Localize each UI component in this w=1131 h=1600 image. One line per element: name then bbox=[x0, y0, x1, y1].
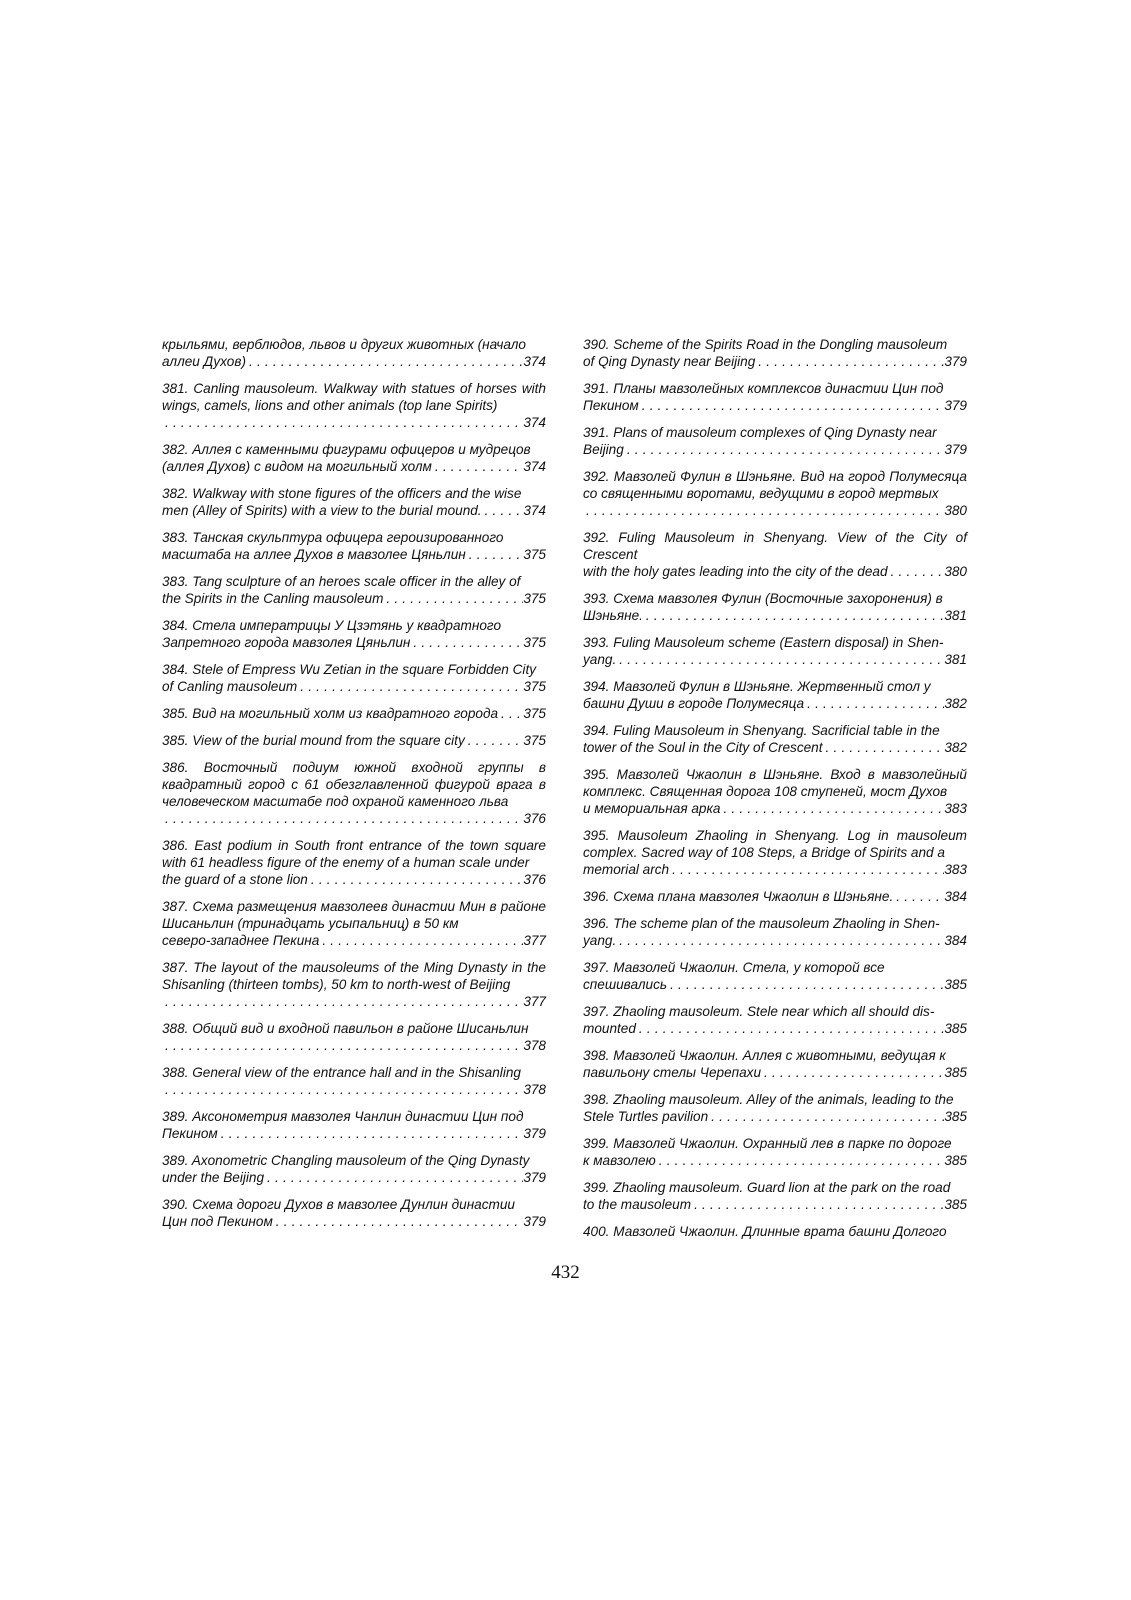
entry-page-number: 374 bbox=[523, 459, 546, 474]
entry-caption: 398. Мавзолей Чжаолин. Аллея с животными, ведущая к bbox=[583, 1048, 946, 1063]
toc-entry bbox=[583, 678, 967, 712]
entry-caption-end: of Canling mausoleum bbox=[162, 679, 298, 694]
entry-leader-line bbox=[583, 502, 967, 519]
entry-page-number: 385 bbox=[944, 977, 967, 992]
dot-leader bbox=[669, 861, 944, 878]
entry-page-number: 379 bbox=[523, 1214, 546, 1229]
dot-leader bbox=[720, 800, 944, 817]
entry-caption-end: with the holy gates leading into the city of the dead bbox=[583, 564, 888, 579]
entry-leader-line bbox=[162, 590, 546, 607]
entry-caption: 392. Fuling Mausoleum in Shenyang. View of the City of Crescent bbox=[583, 530, 967, 562]
entry-caption: 398. Zhaoling mausoleum. Alley of the animals, leading to the bbox=[583, 1092, 954, 1107]
dot-leader bbox=[297, 678, 523, 695]
entry-leader-line bbox=[583, 739, 967, 756]
dot-leader bbox=[616, 932, 944, 949]
toc-entry bbox=[583, 1179, 967, 1213]
dot-leader bbox=[667, 976, 944, 993]
entry-page-number: 375 bbox=[523, 547, 546, 562]
toc-entry bbox=[162, 732, 546, 749]
entry-page-number: 385 bbox=[944, 1153, 967, 1168]
dot-leader bbox=[319, 932, 523, 949]
toc-entry bbox=[162, 1064, 546, 1098]
page-number: 432 bbox=[551, 1262, 580, 1283]
entry-page-number: 374 bbox=[523, 415, 546, 430]
entry-caption-end: (аллея Духов) с видом на могильный холм bbox=[162, 459, 432, 474]
toc-entry bbox=[583, 1091, 967, 1125]
entry-leader-line bbox=[162, 1081, 546, 1098]
entry-leader-line bbox=[583, 1108, 967, 1125]
toc-entry bbox=[162, 1152, 546, 1186]
entry-caption: 381. Canling mausoleum. Walkway with statues of horses with wings, camels, lions and other animals (top lane Spirits) bbox=[162, 381, 546, 413]
entry-page-number: 384 bbox=[944, 933, 967, 948]
toc-entry bbox=[583, 424, 967, 458]
toc-entry bbox=[162, 837, 546, 888]
entry-caption-end: 396. Схема плана мавзолея Чжаолин в Шэньяне. bbox=[583, 889, 894, 904]
toc-entry bbox=[583, 1223, 967, 1240]
entry-caption: 383. Tang sculpture of an heroes scale officer in the alley of bbox=[162, 574, 521, 589]
dot-leader bbox=[162, 414, 523, 431]
entry-caption-end: аллеи Духов) bbox=[162, 354, 246, 369]
entry-leader-line bbox=[583, 1152, 967, 1169]
entry-leader-line bbox=[583, 800, 967, 817]
entry-caption: 400. Мавзолей Чжаолин. Длинные врата башни Долгого bbox=[583, 1224, 947, 1239]
entry-leader-line bbox=[583, 563, 967, 580]
entry-caption: 396. The scheme plan of the mausoleum Zhaoling in Shen- bbox=[583, 916, 940, 931]
entry-caption: 391. Планы мавзолейных комплексов династии Цин под bbox=[583, 381, 944, 396]
entry-page-number: 384 bbox=[944, 889, 967, 904]
entry-caption-end: the Spirits in the Canling mausoleum bbox=[162, 591, 384, 606]
dot-leader bbox=[410, 634, 523, 651]
entry-page-number: 376 bbox=[523, 872, 546, 887]
entry-page-number: 375 bbox=[523, 635, 546, 650]
entry-page-number: 374 bbox=[523, 503, 546, 518]
right-column bbox=[583, 336, 967, 1250]
dot-leader bbox=[162, 993, 523, 1010]
entry-caption-end: under the Beijing bbox=[162, 1170, 265, 1185]
entry-leader-line bbox=[162, 458, 546, 475]
entry-leader-line bbox=[162, 546, 546, 563]
entry-caption: 388. Общий вид и входной павильон в районе Шисаньлин bbox=[162, 1021, 529, 1036]
dot-leader bbox=[804, 695, 944, 712]
entry-leader-line bbox=[162, 353, 546, 370]
toc-entry bbox=[162, 1196, 546, 1230]
dot-leader bbox=[755, 353, 944, 370]
toc-entry bbox=[583, 380, 967, 414]
entry-caption: 392. Мавзолей Фулин в Шэньяне. Вид на город Полумесяца со священными воротами, ведущими в город мертвых bbox=[583, 469, 967, 501]
left-column bbox=[162, 336, 546, 1240]
dot-leader bbox=[761, 1064, 944, 1081]
entry-caption: 397. Мавзолей Чжаолин. Стела, у которой все bbox=[583, 960, 885, 975]
entry-leader-line bbox=[162, 1037, 546, 1054]
toc-entry bbox=[583, 1003, 967, 1037]
entry-page-number: 379 bbox=[523, 1170, 546, 1185]
entry-page-number: 380 bbox=[944, 503, 967, 518]
entry-caption-end: of Qing Dynasty near Beijing bbox=[583, 354, 756, 369]
entry-page-number: 375 bbox=[523, 679, 546, 694]
toc-entry bbox=[162, 485, 546, 519]
entry-caption-end: yang. bbox=[583, 933, 617, 948]
toc-entry bbox=[583, 590, 967, 624]
entry-page-number: 378 bbox=[523, 1082, 546, 1097]
entry-leader-line bbox=[162, 993, 546, 1010]
entry-leader-line bbox=[162, 1213, 546, 1230]
entry-caption: 394. Fuling Mausoleum in Shenyang. Sacrificial table in the bbox=[583, 723, 940, 738]
toc-entry bbox=[162, 705, 546, 722]
entry-page-number: 385 bbox=[944, 1021, 967, 1036]
entry-caption: 382. Walkway with stone figures of the officers and the wise bbox=[162, 486, 522, 501]
toc-entry bbox=[162, 380, 546, 431]
entry-caption-end: Запретного города мавзолея Цяньлин bbox=[162, 635, 411, 650]
entry-leader-line bbox=[583, 861, 967, 878]
toc-entry bbox=[162, 573, 546, 607]
dot-leader bbox=[162, 810, 523, 827]
entry-page-number: 379 bbox=[944, 442, 967, 457]
entry-page-number: 375 bbox=[523, 591, 546, 606]
entry-caption-end: Шэньяне. bbox=[583, 608, 643, 623]
entry-leader-line bbox=[583, 888, 967, 905]
entry-caption-end: the guard of a stone lion bbox=[162, 872, 308, 887]
entry-leader-line bbox=[583, 353, 967, 370]
entry-leader-line bbox=[583, 607, 967, 624]
entry-caption-end: к мавзолею bbox=[583, 1153, 656, 1168]
dot-leader bbox=[162, 1081, 523, 1098]
dot-leader bbox=[465, 732, 524, 749]
entry-caption: 383. Танская скульптура офицера героизированного bbox=[162, 530, 504, 545]
entry-leader-line bbox=[162, 678, 546, 695]
entry-leader-line bbox=[162, 414, 546, 431]
entry-leader-line bbox=[583, 976, 967, 993]
toc-entry bbox=[162, 441, 546, 475]
entry-caption-end: Пекином bbox=[583, 398, 639, 413]
entry-page-number: 379 bbox=[523, 1126, 546, 1141]
entry-caption-end: северо-западнее Пекина bbox=[162, 933, 320, 948]
dot-leader bbox=[246, 353, 523, 370]
entry-caption-end: Цин под Пекином bbox=[162, 1214, 273, 1229]
dot-leader bbox=[691, 1196, 944, 1213]
entry-caption: 384. Stele of Empress Wu Zetian in the square Forbidden City bbox=[162, 662, 537, 677]
dot-leader bbox=[482, 502, 524, 519]
entry-caption-end: Пекином bbox=[162, 1126, 218, 1141]
entry-caption: 393. Схема мавзолея Фулин (Восточные захоронения) в bbox=[583, 591, 943, 606]
entry-leader-line bbox=[162, 705, 546, 722]
entry-leader-line bbox=[162, 732, 546, 749]
entry-caption-end: tower of the Soul in the City of Crescent bbox=[583, 740, 823, 755]
entry-page-number: 380 bbox=[944, 564, 967, 579]
toc-entry bbox=[583, 722, 967, 756]
entry-page-number: 377 bbox=[523, 994, 546, 1009]
toc-entry bbox=[583, 634, 967, 668]
dot-leader bbox=[264, 1169, 523, 1186]
toc-entry bbox=[162, 1020, 546, 1054]
entry-leader-line bbox=[162, 932, 546, 949]
entry-page-number: 376 bbox=[523, 811, 546, 826]
dot-leader bbox=[383, 590, 523, 607]
entry-leader-line bbox=[583, 1064, 967, 1081]
entry-caption-end: to the mausoleum bbox=[583, 1197, 692, 1212]
entry-caption-end: павильону стелы Черепахи bbox=[583, 1065, 762, 1080]
toc-entry bbox=[583, 529, 967, 580]
toc-entry bbox=[162, 959, 546, 1010]
dot-leader bbox=[308, 871, 523, 888]
entry-caption-end: башни Души в городе Полумесяца bbox=[583, 696, 805, 711]
entry-caption-end: men (Alley of Spirits) with a view to the burial mound. bbox=[162, 503, 482, 518]
entry-leader-line bbox=[162, 1169, 546, 1186]
entry-page-number: 379 bbox=[944, 398, 967, 413]
dot-leader bbox=[498, 705, 523, 722]
entry-caption-end: yang. bbox=[583, 652, 617, 667]
toc-entry bbox=[583, 888, 967, 905]
toc-entry bbox=[583, 959, 967, 993]
toc-entry bbox=[583, 336, 967, 370]
entry-page-number: 375 bbox=[523, 706, 546, 721]
entry-leader-line bbox=[162, 634, 546, 651]
entry-caption-end: Beijing bbox=[583, 442, 624, 457]
entry-caption-end: и мемориальная арка bbox=[583, 801, 721, 816]
dot-leader bbox=[636, 1020, 944, 1037]
entry-page-number: 382 bbox=[944, 696, 967, 711]
entry-caption: 395. Mausoleum Zhaoling in Shenyang. Log in mausoleum complex. Sacred way of 108 Steps, a Bridge of Spirits and a bbox=[583, 828, 967, 860]
entry-page-number: 382 bbox=[944, 740, 967, 755]
entry-caption: 384. Стела императрицы У Цзэтянь у квадратного bbox=[162, 618, 502, 633]
entry-page-number: 379 bbox=[944, 354, 967, 369]
entry-leader-line bbox=[162, 810, 546, 827]
dot-leader bbox=[218, 1125, 524, 1142]
dot-leader bbox=[708, 1108, 944, 1125]
entry-leader-line bbox=[583, 695, 967, 712]
toc-entry bbox=[162, 898, 546, 949]
entry-leader-line bbox=[583, 397, 967, 414]
entry-caption: 386. Восточный подиум южной входной группы в квадратный город с 61 обезглавленной фигурой врага в человеческом масштабе под охраной каменного льва bbox=[162, 760, 546, 809]
entry-page-number: 378 bbox=[523, 1038, 546, 1053]
dot-leader bbox=[656, 1152, 945, 1169]
entry-page-number: 375 bbox=[523, 733, 546, 748]
entry-leader-line bbox=[583, 932, 967, 949]
toc-entry bbox=[583, 766, 967, 817]
toc-entry bbox=[583, 1135, 967, 1169]
entry-page-number: 383 bbox=[944, 801, 967, 816]
entry-page-number: 385 bbox=[944, 1065, 967, 1080]
toc-entry bbox=[162, 661, 546, 695]
entry-page-number: 385 bbox=[944, 1109, 967, 1124]
dot-leader bbox=[823, 739, 945, 756]
entry-caption: 388. General view of the entrance hall and in the Shisanling bbox=[162, 1065, 521, 1080]
entry-caption-end: 385. Вид на могильный холм из квадратного города bbox=[162, 706, 499, 721]
entry-caption-end: 385. View of the burial mound from the square city bbox=[162, 733, 465, 748]
entry-leader-line bbox=[583, 1020, 967, 1037]
entry-caption: 399. Мавзолей Чжаолин. Охранный лев в парке по дороге bbox=[583, 1136, 952, 1151]
dot-leader bbox=[624, 441, 945, 458]
toc-entry bbox=[162, 336, 546, 370]
entry-caption-end: memorial arch bbox=[583, 862, 670, 877]
entry-page-number: 381 bbox=[944, 652, 967, 667]
dot-leader bbox=[888, 563, 945, 580]
dot-leader bbox=[583, 502, 944, 519]
entry-caption: 391. Plans of mausoleum complexes of Qing Dynasty near bbox=[583, 425, 937, 440]
dot-leader bbox=[639, 397, 945, 414]
entry-caption-end: Stele Turtles pavilion bbox=[583, 1109, 709, 1124]
entry-page-number: 377 bbox=[523, 933, 546, 948]
entry-caption: 387. Схема размещения мавзолеев династии Мин в районе Шисаньлин (тринадцать усыпальниц) в 50 км bbox=[162, 899, 546, 931]
entry-caption: 390. Scheme of the Spirits Road in the Dongling mausoleum bbox=[583, 337, 948, 352]
dot-leader bbox=[643, 607, 944, 624]
entry-caption-end: mounted bbox=[583, 1021, 636, 1036]
toc-entry bbox=[583, 468, 967, 519]
entry-page-number: 374 bbox=[523, 354, 546, 369]
entry-caption-end: масштаба на аллее Духов в мавзолее Цяньлин bbox=[162, 547, 466, 562]
entry-leader-line bbox=[583, 1196, 967, 1213]
toc-entry bbox=[162, 617, 546, 651]
entry-caption: 387. The layout of the mausoleums of the Ming Dynasty in the Shisanling (thirteen tombs), 50 km to north-west of Beijing bbox=[162, 960, 546, 992]
entry-leader-line bbox=[583, 441, 967, 458]
entry-caption: 389. Аксонометрия мавзолея Чанлин династии Цин под bbox=[162, 1109, 524, 1124]
entry-caption: 395. Мавзолей Чжаолин в Шэньяне. Вход в мавзолейный комплекс. Священная дорога 108 ступеней, мост Духов bbox=[583, 767, 967, 799]
toc-entry bbox=[162, 1108, 546, 1142]
entry-caption: 382. Аллея с каменными фигурами офицеров и мудрецов bbox=[162, 442, 531, 457]
entry-leader-line bbox=[162, 502, 546, 519]
entry-caption: 394. Мавзолей Фулин в Шэньяне. Жертвенный стол у bbox=[583, 679, 931, 694]
dot-leader bbox=[273, 1213, 524, 1230]
entry-caption: крыльями, верблюдов, львов и других животных (начало bbox=[162, 337, 526, 352]
entry-caption: 390. Схема дороги Духов в мавзолее Дунлин династии bbox=[162, 1197, 515, 1212]
entry-leader-line bbox=[162, 1125, 546, 1142]
dot-leader bbox=[616, 651, 944, 668]
entry-leader-line bbox=[583, 651, 967, 668]
dot-leader bbox=[466, 546, 524, 563]
entry-caption: 393. Fuling Mausoleum scheme (Eastern disposal) in Shen- bbox=[583, 635, 944, 650]
toc-entry bbox=[162, 529, 546, 563]
entry-caption-end: спешивались bbox=[583, 977, 668, 992]
entry-page-number: 383 bbox=[944, 862, 967, 877]
toc-entry bbox=[162, 759, 546, 827]
toc-entry bbox=[583, 827, 967, 878]
dot-leader bbox=[893, 888, 944, 905]
entry-caption: 399. Zhaoling mausoleum. Guard lion at the park on the road bbox=[583, 1180, 951, 1195]
entry-leader-line bbox=[162, 871, 546, 888]
entry-caption: 397. Zhaoling mausoleum. Stele near which all should dis- bbox=[583, 1004, 935, 1019]
entry-caption: 389. Axonometric Changling mausoleum of the Qing Dynasty bbox=[162, 1153, 530, 1168]
toc-entry bbox=[583, 1047, 967, 1081]
entry-page-number: 385 bbox=[944, 1197, 967, 1212]
toc-entry bbox=[583, 915, 967, 949]
entry-page-number: 381 bbox=[944, 608, 967, 623]
dot-leader bbox=[162, 1037, 523, 1054]
entry-caption: 386. East podium in South front entrance of the town square with 61 headless figure of the enemy of a human scale under bbox=[162, 838, 546, 870]
dot-leader bbox=[432, 458, 523, 475]
